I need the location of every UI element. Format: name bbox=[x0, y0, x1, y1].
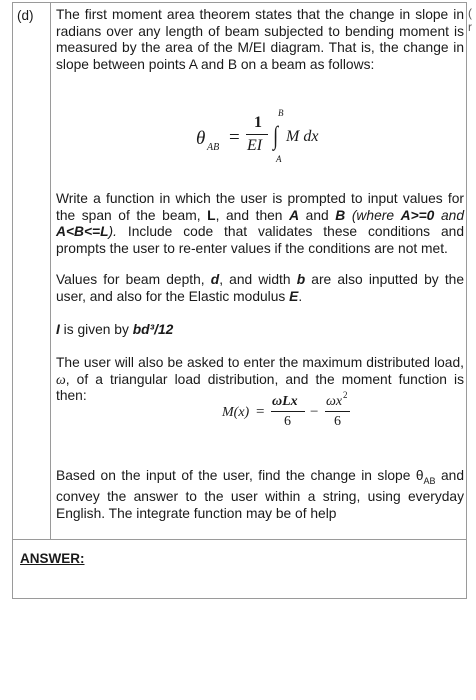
clipped-edge-text bbox=[468, 6, 476, 34]
term1-denominator: 6 bbox=[284, 414, 291, 429]
intro-paragraph: The first moment area theorem states that the change in slope in radians over any length of beam subjected to bending moment is measured by the area of the M/EI diagram. That is, the change in slope between points A and B on a beam as follows: bbox=[56, 7, 464, 72]
text: , and width bbox=[219, 272, 297, 287]
fraction-bar bbox=[271, 411, 305, 412]
theta-subscript: AB bbox=[423, 475, 436, 486]
row-divider bbox=[12, 539, 467, 540]
inertia-formula: bd³/12 bbox=[132, 322, 174, 337]
instructions-paragraph bbox=[56, 191, 464, 257]
theta-subscript: AB bbox=[207, 142, 220, 153]
text: Write a function in which the user is prompted to input values for the span of the beam, bbox=[56, 191, 464, 223]
integral-sign: ∫ bbox=[273, 121, 279, 150]
moment-equation bbox=[222, 390, 372, 434]
term2-exponent: 2 bbox=[343, 390, 348, 400]
text: The user will also be asked to enter the maximum distributed load, bbox=[56, 355, 464, 370]
fraction-denominator: EI bbox=[247, 137, 263, 154]
integrand: M dx bbox=[286, 128, 319, 145]
condition-1: A>=0 bbox=[400, 207, 435, 223]
clipped-glyph: r bbox=[468, 20, 472, 34]
fraction-numerator: 1 bbox=[254, 114, 262, 131]
equals-sign: = bbox=[229, 127, 240, 148]
text: , and then bbox=[215, 207, 290, 223]
minus-sign: − bbox=[310, 404, 319, 420]
text: are also inputted by the user, and also for the Elastic modulus bbox=[56, 272, 464, 304]
text: (where bbox=[345, 207, 401, 223]
slope-equation bbox=[196, 108, 366, 170]
term2-numerator: ωx bbox=[326, 394, 343, 409]
text: Based on the input of the user, find the change in slope θ bbox=[56, 468, 424, 483]
omega-symbol: ω bbox=[56, 371, 66, 387]
equals-sign: = bbox=[256, 404, 265, 420]
text: . bbox=[298, 288, 303, 304]
span-L: L bbox=[207, 207, 216, 223]
moment-of-inertia-paragraph bbox=[56, 322, 464, 339]
term2-denominator: 6 bbox=[334, 414, 341, 429]
var-d: d bbox=[210, 272, 220, 287]
text: is given by bbox=[59, 322, 133, 337]
column-divider bbox=[50, 2, 51, 539]
var-E: E bbox=[289, 288, 299, 304]
answer-label: ANSWER: bbox=[20, 551, 85, 566]
var-b: b bbox=[296, 272, 306, 287]
part-label: (d) bbox=[17, 8, 34, 23]
text: Include code that validates these conditions and prompts the user to re-enter values if the conditions are not met. bbox=[56, 224, 464, 256]
var-I: I bbox=[56, 322, 60, 337]
result-paragraph bbox=[56, 468, 464, 523]
text: and bbox=[434, 207, 464, 223]
point-A: A bbox=[289, 207, 300, 223]
integral-upper-limit: B bbox=[278, 108, 284, 118]
point-B: B bbox=[335, 207, 346, 223]
text: Values for beam depth, bbox=[56, 272, 211, 287]
text: and convey the answer to the user within a string, using everyday English. The integrate function may be of help bbox=[56, 468, 464, 521]
term1-numerator: ωLx bbox=[272, 394, 298, 409]
moment-lhs: M(x) bbox=[222, 405, 250, 420]
fraction-bar bbox=[246, 134, 268, 135]
integral-lower-limit: A bbox=[276, 154, 282, 164]
text: ). bbox=[108, 224, 117, 240]
fraction-bar bbox=[325, 411, 350, 412]
text: , of a triangular load distribution, and the moment function is then: bbox=[56, 371, 464, 404]
theta-symbol: θ bbox=[196, 128, 206, 149]
text: and bbox=[299, 207, 336, 223]
clipped-glyph: ( bbox=[468, 6, 472, 20]
inputs-paragraph bbox=[56, 272, 464, 305]
condition-2: A<B<=L bbox=[56, 224, 109, 240]
